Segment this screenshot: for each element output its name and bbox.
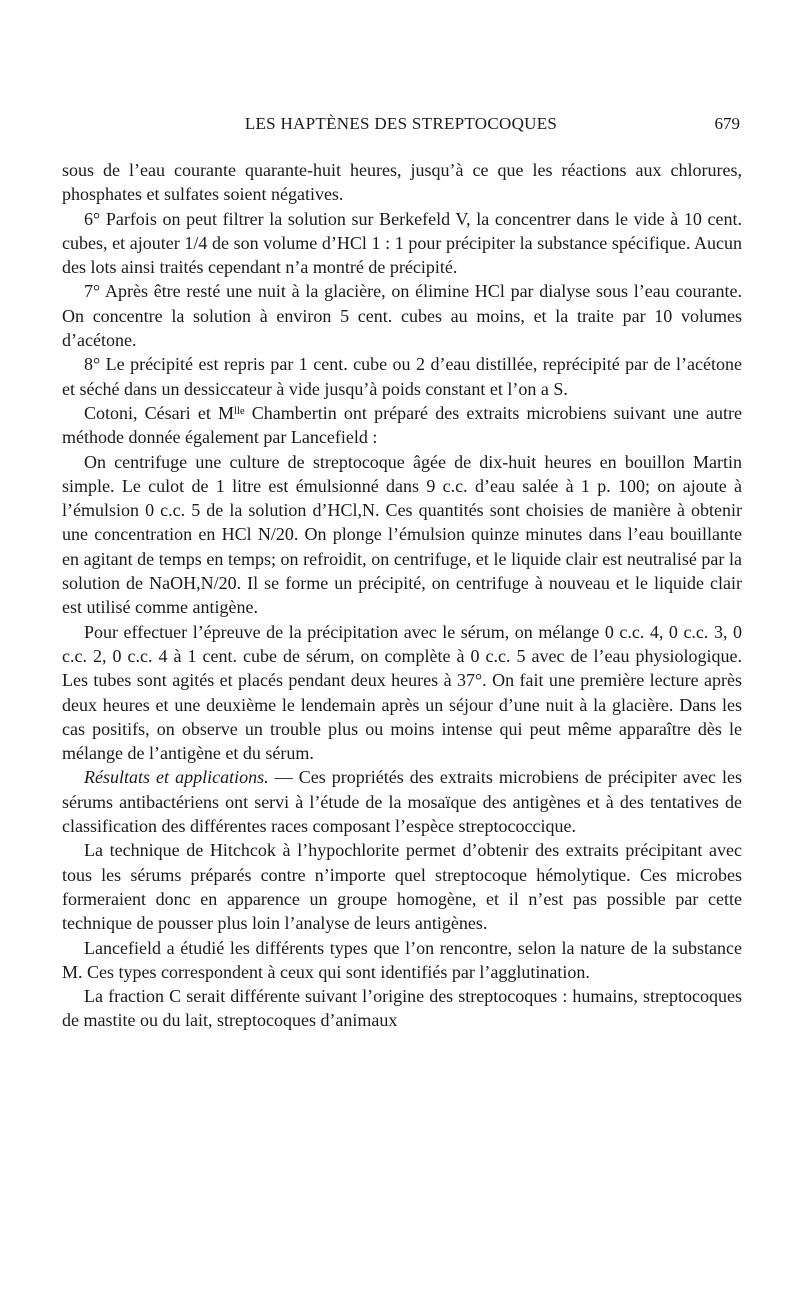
paragraph-continuation: sous de l’eau courante quarante-huit heures, jusqu’à ce que les réactions aux chlorures, phosphates et sulfates soient négatives. (62, 160, 742, 205)
running-title: LES HAPTÈNES DES STREPTOCOQUES (244, 114, 558, 133)
results-heading: Résultats et applications. (84, 767, 269, 788)
paragraph-step-6: 6° Parfois on peut filtrer la solution sur Berkefeld V, la concentrer dans le vide à 10 cent. cubes, et ajouter 1/4 de son volume d’HCl 1 : 1 pour précipiter la substance spécifique. Aucun des lots ainsi traités cependant n’a montré de précipité. (62, 208, 742, 278)
paragraph-cotoni: Cotoni, Césari et Mˡˡᵉ Chambertin ont préparé des extraits microbiens suivant une autre méthode donnée également par Lancefield : (62, 402, 742, 448)
paragraph-precipitation: Pour effectuer l’épreuve de la précipitation avec le sérum, on mélange 0 c.c. 4, 0 c.c. 3, 0 c.c. 2, 0 c.c. 4 à 1 cent. cube de sérum, on complète à 0 c.c. 5 avec de l’eau physiologique. Les tubes sont agités et placés pendant deux heures à 37°. On fait une première lecture après deux heures et une deuxième le lendemain après un séjour d’une nuit à la glacière. Dans les cas positifs, on observe un trouble plus ou moins intense qui peut même apparaître dès le mélange de l’antigène et du sérum. (62, 621, 742, 764)
results-text: — Ces propriétés des extraits microbiens de précipiter avec les sérums antibactériens ont servi à l’étude de la mosaïque des antigènes et à des tentatives de classification des différentes races composant l’espèce streptococcique. (62, 767, 742, 837)
page-header (62, 114, 740, 140)
body-text (62, 158, 742, 1033)
paragraph-fraction-c: La fraction C serait différente suivant l’origine des streptocoques : humains, streptocoques de mastite ou du lait, streptocoques d’animaux (62, 986, 742, 1031)
paragraph-centrifuge: On centrifuge une culture de streptocoque âgée de dix-huit heures en bouillon Martin simple. Le culot de 1 litre est émulsionné dans 9 c.c. d’eau salée à 1 p. 100; on ajoute à l’émulsion 0 c.c. 5 de la solution d’HCl,N. Ces quantités sont choisies de manière à obtenir une concentration en HCl N/20. On plonge l’émulsion quinze minutes dans l’eau bouillante en agitant de temps en temps; on refroidit, on centrifuge, et le liquide clair est neutralisé par la solution de NaOH,N/20. Il se forme un précipité, on centrifuge à nouveau et le liquide clair est utilisé comme antigène. (62, 451, 742, 618)
page-number: 679 (714, 114, 740, 133)
paragraph-results (62, 765, 742, 838)
paragraph-step-8: 8° Le précipité est repris par 1 cent. cube ou 2 d’eau distillée, reprécipité par de l’acétone et séché dans un dessiccateur à vide jusqu’à poids constant et l’on a S. (62, 354, 742, 399)
paragraph-step-7: 7° Après être resté une nuit à la glacière, on élimine HCl par dialyse sous l’eau courante. On concentre la solution à environ 5 cent. cubes au moins, et la traite par 10 volumes d’acétone. (62, 281, 742, 351)
paragraph-hitchcok: La technique de Hitchcok à l’hypochlorite permet d’obtenir des extraits précipitant avec tous les sérums préparés contre n’importe quel streptocoque hémolytique. Ces microbes formeraient donc en apparence un groupe homogène, et il n’est pas possible par cette technique de pousser plus loin l’analyse de leurs antigènes. (62, 840, 742, 934)
paragraph-lancefield: Lancefield a étudié les différents types que l’on rencontre, selon la nature de la substance M. Ces types correspondent à ceux qui sont identifiés par l’agglutination. (62, 937, 742, 982)
